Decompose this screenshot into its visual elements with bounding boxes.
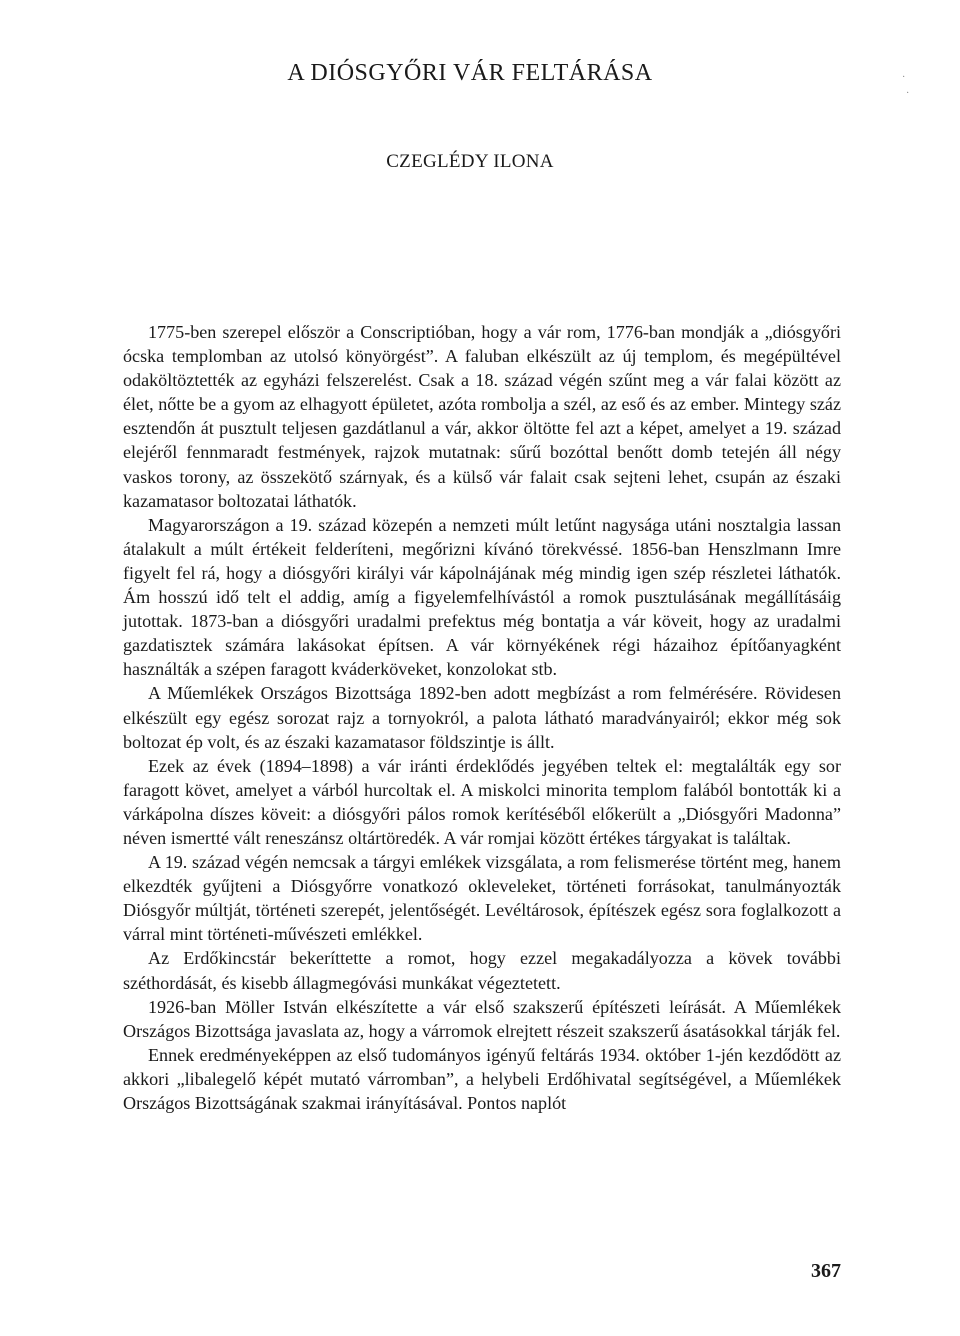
paragraph: Az Erdőkincstár bekeríttette a romot, hogy ezzel megakadályozza a kövek további széthordását, és kisebb állagmegóvási munkákat végeztetett. [123, 948, 841, 993]
paragraph: Magyarországon a 19. század közepén a nemzeti múlt letűnt nagysága utáni nosztalgia lassan átalakult a múlt értékeit felderíteni, megőrizni kívánó törekvéssé. 1856-ban Henszlmann Imre figyelt fel rá, hogy a diósgyőri királyi vár kápolnájának még mindig igen szép részletei láthatók. Ám hosszú idő telt el addig, amíg a figyelemfelhívástól a romok pusztulásának megállításáig jutottak. 1873-ban a diósgyőri uradalmi prefektus még bontatja a vár köveit, hogy az uradalmi gazdatisztek számára lakásokat építsen. A vár környékének régi házaihoz építőanyagként használták a szépen faragott kváderköveket, konzolokat stb. [123, 514, 841, 680]
article-title: A DIÓSGYŐRI VÁR FELTÁRÁSA [287, 60, 653, 86]
paragraph: 1926-ban Möller István elkészítette a vár első szakszerű építészeti leírását. A Műemlékek Országos Bizottsága javaslata az, hogy a várromok elrejtett részeit szakszerű ásatásokkal tárják fel. [123, 996, 841, 1041]
page-number: 367 [811, 1260, 841, 1282]
paragraph: A Műemlékek Országos Bizottsága 1892-ben adott megbízást a rom felmérésére. Rövidesen elkészült egy egész sorozat rajz a tornyokról, a palota látható maradványairól; ekkor még sok boltozat ép volt, és az északi kazamatasor földszintje is állt. [123, 683, 841, 752]
scan-speck: · [902, 72, 906, 83]
article-body [123, 320, 841, 1115]
author-name: CZEGLÉDY ILONA [386, 151, 554, 172]
scan-speck: · [906, 88, 910, 99]
paragraph: Ezek az évek (1894–1898) a vár iránti érdeklődés jegyében teltek el: megtalálták egy sor faragott követ, amelyet a várból hurcoltak el. A miskolci minorita templom falából bontották ki a várkápolna díszes köveit: a diósgyőri pálos romok kerítéséből előkerült a „Diósgyőri Madonna” néven ismertté vált reneszánsz oltártöredék. A vár romjai között értékes tárgyakat is találtak. [123, 755, 841, 848]
paragraph: 1775-ben szerepel először a Conscriptióban, hogy a vár rom, 1776-ban mondják a „diósgyőri ócska templomban az utolsó könyörgést”. A faluban elkészült az új templom, és megépültével odaköltöztették az egyházi felszerelést. Csak a 18. század végén szűnt meg a vár falai között az élet, nőtte be a gyom az elhagyott épületet, azóta rombolja a szél, az eső és az ember. Mintegy száz esztendőn át pusztult teljesen gazdátlanul a vár, akkor öltötte fel azt a képet, amelyet a 19. század elejéről fennmaradt festmények, rajzok mutatnak: sűrű bozóttal benőtt domb tetején áll négy vaskos torony, az összekötő szárnyak, és a külső vár falait csak sejteni lehet, csupán az északi kazamatasor boltozatai láthatók. [123, 322, 841, 511]
paragraph: A 19. század végén nemcsak a tárgyi emlékek vizsgálata, a rom felismerése történt meg, hanem elkezdték gyűjteni a Diósgyőrre vonatkozó okleveleket, történeti forrásokat, tanulmányozták Diósgyőr múltját, történeti szerepét, jelentőségét. Levéltárosok, építészek egész sora foglalkozott a várral mint történeti-művészeti emlékkel. [123, 852, 841, 945]
paragraph: Ennek eredményeképpen az első tudományos igényű feltárás 1934. október 1-jén kezdődött az akkori „libalegelő képét mutató várromban”, a helybeli Erdőhivatal segítségével, a Műemlékek Országos Bizottságának szakmai irányításával. Pontos naplót [123, 1044, 841, 1113]
